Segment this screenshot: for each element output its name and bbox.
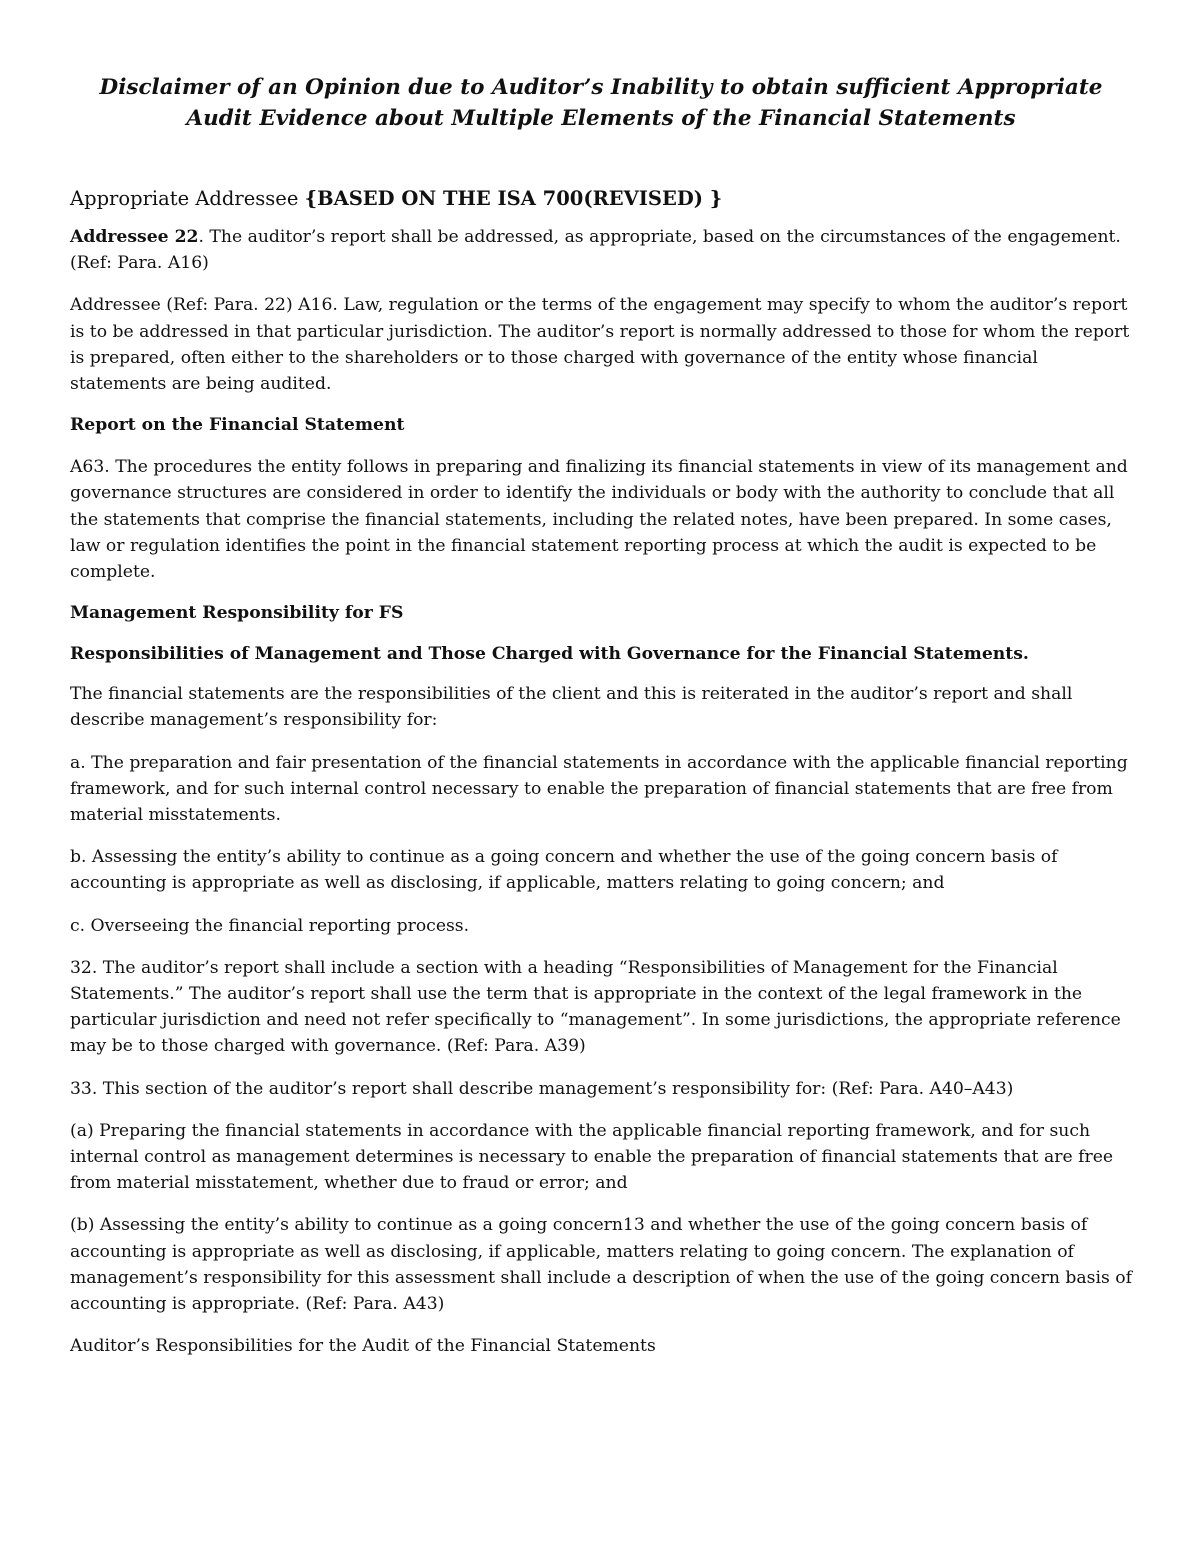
paragraph-33: 33. This section of the auditor’s report shall describe management’s responsibility for: (Ref: Para. A40–A43) [70, 1078, 1014, 1099]
document-page [70, 72, 1132, 1376]
paragraph-33a: (a) Preparing the financial statements in accordance with the applicable financial reporting framework, and for such internal control as management determines is necessary to enable the preparation of financial statements that are free from material misstatement, whether due to fraud or error; and [70, 1120, 1114, 1194]
responsibilities-heading: Responsibilities of Management and Those Charged with Governance for the Financial Statements. [70, 644, 1029, 665]
paragraph-33b: (b) Assessing the entity’s ability to continue as a going concern13 and whether the use of the going concern basis of accounting is appropriate as well as disclosing, if applicable, matters relating to going concern. The explanation of management’s responsibility for this assessment shall include a description of when the use of the going concern basis of accounting is appropriate. (Ref: Para. A43) [70, 1215, 1132, 1315]
item-c: c. Overseeing the financial reporting process. [70, 915, 470, 936]
addressee-paragraph [70, 224, 1132, 276]
addressee-heading-prefix: Appropriate Addressee [70, 187, 305, 210]
document-title [70, 72, 1132, 134]
title-line-2: Audit Evidence about Multiple Elements of the Financial Statements [186, 106, 1016, 131]
item-b: b. Assessing the entity’s ability to continue as a going concern and whether the use of the going concern basis of accounting is appropriate as well as disclosing, if applicable, matters relating to going concern; and [70, 847, 1058, 894]
title-line-1: Disclaimer of an Opinion due to Auditor’s Inability to obtain sufficient Appropriate [99, 75, 1103, 100]
a63-paragraph: A63. The procedures the entity follows in preparing and finalizing its financial statements in view of its management and governance structures are considered in order to identify the individuals or body with the authority to conclude that all the statements that comprise the financial statements, including the related notes, have been prepared. In some cases, law or regulation identifies the point in the financial statement reporting process at which the audit is expected to be complete. [70, 457, 1128, 583]
auditor-responsibilities-heading: Auditor’s Responsibilities for the Audit of the Financial Statements [70, 1336, 656, 1357]
responsibilities-intro: The financial statements are the responsibilities of the client and this is reiterated in the auditor’s report and shall describe management’s responsibility for: [70, 684, 1073, 731]
management-heading: Management Responsibility for FS [70, 603, 404, 624]
item-a: a. The preparation and fair presentation of the financial statements in accordance with the applicable financial reporting framework, and for such internal control necessary to enable the preparation of financial statements that are free from material misstatements. [70, 752, 1128, 826]
addressee-label: Addressee 22 [70, 227, 199, 247]
report-heading: Report on the Financial Statement [70, 415, 405, 436]
addressee-text: . The auditor’s report shall be addressed, as appropriate, based on the circumstances of the engagement. (Ref: Para. A16) [70, 227, 1121, 274]
addressee-a16-paragraph: Addressee (Ref: Para. 22) A16. Law, regulation or the terms of the engagement may specify to whom the auditor’s report is to be addressed in that particular jurisdiction. The auditor’s report is normally addressed to those for whom the report is prepared, often either to the shareholders or to those charged with governance of the entity whose financial statements are being audited. [70, 295, 1130, 395]
addressee-heading [70, 186, 1132, 212]
paragraph-32: 32. The auditor’s report shall include a section with a heading “Responsibilities of Management for the Financial Statements.” The auditor’s report shall use the term that is appropriate in the context of the legal framework in the particular jurisdiction and need not refer specifically to “management”. In some jurisdictions, the appropriate reference may be to those charged with governance. (Ref: Para. A39) [70, 957, 1121, 1057]
addressee-heading-standard: {BASED ON THE ISA 700(REVISED) } [304, 187, 723, 210]
